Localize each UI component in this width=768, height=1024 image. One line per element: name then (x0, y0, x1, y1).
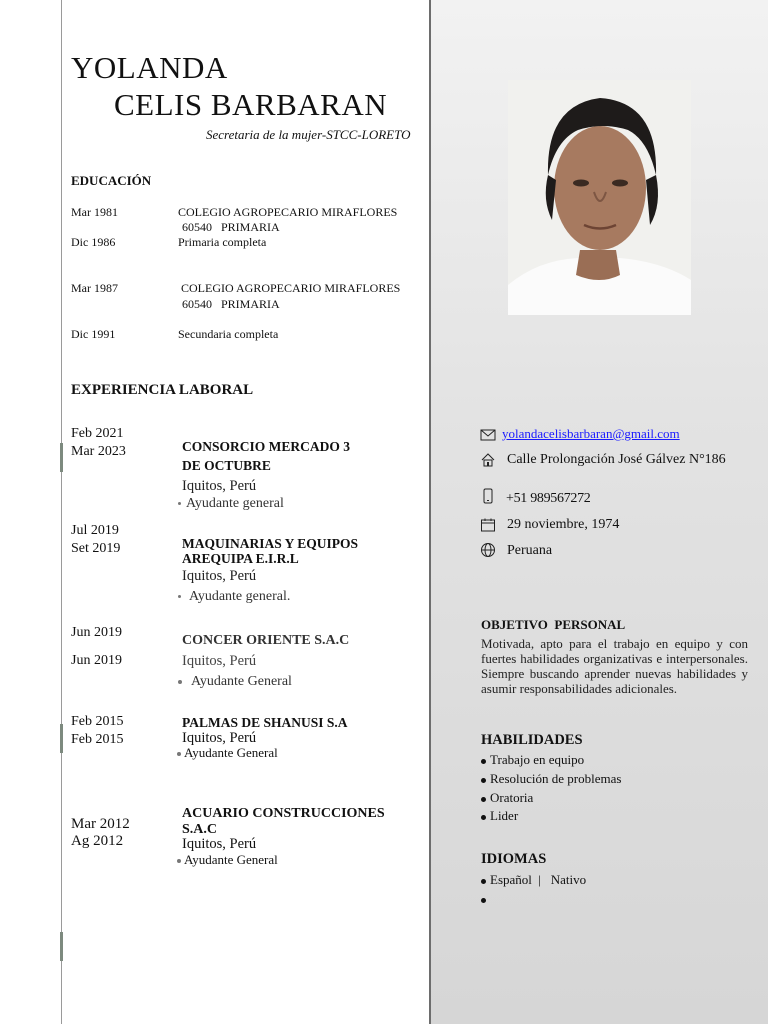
edu-code: 60540 PRIMARIA (182, 220, 280, 234)
left-vertical-rule (61, 0, 62, 1024)
job-end-date: Jun 2019 (71, 653, 122, 668)
profile-photo (508, 80, 691, 315)
phone-number: +51 989567272 (506, 491, 591, 506)
language-item (481, 872, 586, 888)
edu-result: Secundaria completa (178, 327, 279, 341)
job-location: Iquitos, Perú (182, 478, 257, 494)
job-company: PALMAS DE SHANUSI S.A (182, 715, 348, 730)
edu-result: Primaria completa (178, 235, 267, 249)
bullet-dot (481, 797, 486, 802)
job-end-date: Ag 2012 (71, 833, 124, 849)
skill-item (481, 808, 518, 824)
phone-icon (480, 488, 496, 509)
job-location: Iquitos, Perú (182, 836, 257, 852)
birthdate: 29 noviembre, 1974 (507, 517, 620, 532)
job-role-text: Ayudante general (186, 496, 284, 511)
job-company: ACUARIO CONSTRUCCIONES (182, 806, 385, 821)
side-accent-mark (60, 724, 63, 753)
subtitle: Secretaria de la mujer-STCC-LORETO (206, 127, 411, 142)
bullet-dot (481, 778, 486, 783)
edu-start-date: Mar 1987 (71, 281, 118, 295)
email-link[interactable]: yolandacelisbarbaran@gmail.com (502, 426, 680, 441)
home-icon (480, 452, 496, 473)
address: Calle Prolongación José Gálvez N°186 (507, 452, 726, 467)
job-start-date: Feb 2021 (71, 426, 124, 441)
bullet-dot (178, 595, 181, 598)
edu-end-date: Dic 1986 (71, 235, 116, 249)
calendar-icon (480, 517, 496, 538)
job-company: MAQUINARIAS Y EQUIPOS (182, 536, 359, 551)
job-end-date: Feb 2015 (71, 732, 124, 747)
language-item (481, 891, 490, 907)
bullet-dot (177, 859, 181, 863)
job-end-date: Set 2019 (71, 541, 121, 556)
job-role (178, 496, 284, 512)
job-start-date: Jul 2019 (71, 523, 119, 538)
edu-school: COLEGIO AGROPECARIO MIRAFLORES (178, 205, 398, 219)
job-role (177, 745, 278, 761)
bullet-dot (481, 898, 486, 903)
bullet-dot (178, 680, 182, 684)
job-role-text: Ayudante general. (189, 589, 291, 604)
job-role (178, 589, 290, 605)
education-heading: EDUCACIÓN (71, 173, 152, 188)
job-role-text: Ayudante General (184, 745, 278, 760)
job-company: S.A.C (182, 822, 218, 837)
bullet-dot (177, 752, 181, 756)
job-company: DE OCTUBRE (182, 458, 271, 473)
bullet-dot (178, 502, 181, 505)
skill-item (481, 771, 621, 787)
skill-item (481, 790, 533, 806)
job-start-date: Mar 2012 (71, 816, 130, 832)
bullet-dot (481, 879, 486, 884)
last-name: CELIS BARBARAN (114, 87, 388, 122)
skill-item-text: Resolución de problemas (490, 771, 622, 786)
language-item-text: Español | Nativo (490, 872, 587, 887)
job-start-date: Feb 2015 (71, 714, 124, 729)
job-location: Iquitos, Perú (182, 568, 257, 584)
first-name: YOLANDA (71, 50, 228, 85)
job-start-date: Jun 2019 (71, 625, 122, 640)
languages-heading: IDIOMAS (481, 851, 547, 867)
edu-code: 60540 PRIMARIA (182, 297, 280, 311)
nationality: Peruana (507, 543, 553, 558)
job-role-text: Ayudante General (184, 852, 278, 867)
side-accent-mark (60, 443, 63, 472)
job-company: AREQUIPA E.I.R.L (182, 551, 299, 566)
job-company: CONCER ORIENTE S.A.C (182, 633, 350, 648)
edu-start-date: Mar 1981 (71, 205, 118, 219)
objective-heading: OBJETIVO PERSONAL (481, 617, 626, 632)
job-role-text: Ayudante General (191, 674, 292, 689)
skill-item (481, 752, 584, 768)
bullet-dot (481, 815, 486, 820)
globe-icon (480, 542, 496, 563)
edu-end-date: Dic 1991 (71, 327, 116, 341)
job-location: Iquitos, Perú (182, 653, 257, 669)
skill-item-text: Trabajo en equipo (490, 752, 585, 767)
experience-heading: EXPERIENCIA LABORAL (71, 382, 254, 398)
objective-text: Motivada, apto para el trabajo en equipo y con fuertes habilidades organizativas e interpersonales. Siempre buscando aprender nuevas habilidades y asumir responsabilidades adicionales. (481, 636, 748, 696)
job-location: Iquitos, Perú (182, 730, 257, 746)
job-end-date: Mar 2023 (71, 444, 126, 459)
job-company: CONSORCIO MERCADO 3 (182, 439, 351, 454)
skills-heading: HABILIDADES (481, 732, 583, 748)
job-role (178, 674, 292, 690)
side-accent-mark (60, 932, 63, 961)
envelope-icon (480, 427, 496, 448)
bullet-dot (481, 759, 486, 764)
skill-item-text: Oratoria (490, 790, 534, 805)
job-role (177, 852, 278, 868)
skill-item-text: Lider (490, 808, 519, 823)
edu-school: COLEGIO AGROPECARIO MIRAFLORES (181, 281, 401, 295)
profile-photo-illustration (508, 80, 691, 315)
